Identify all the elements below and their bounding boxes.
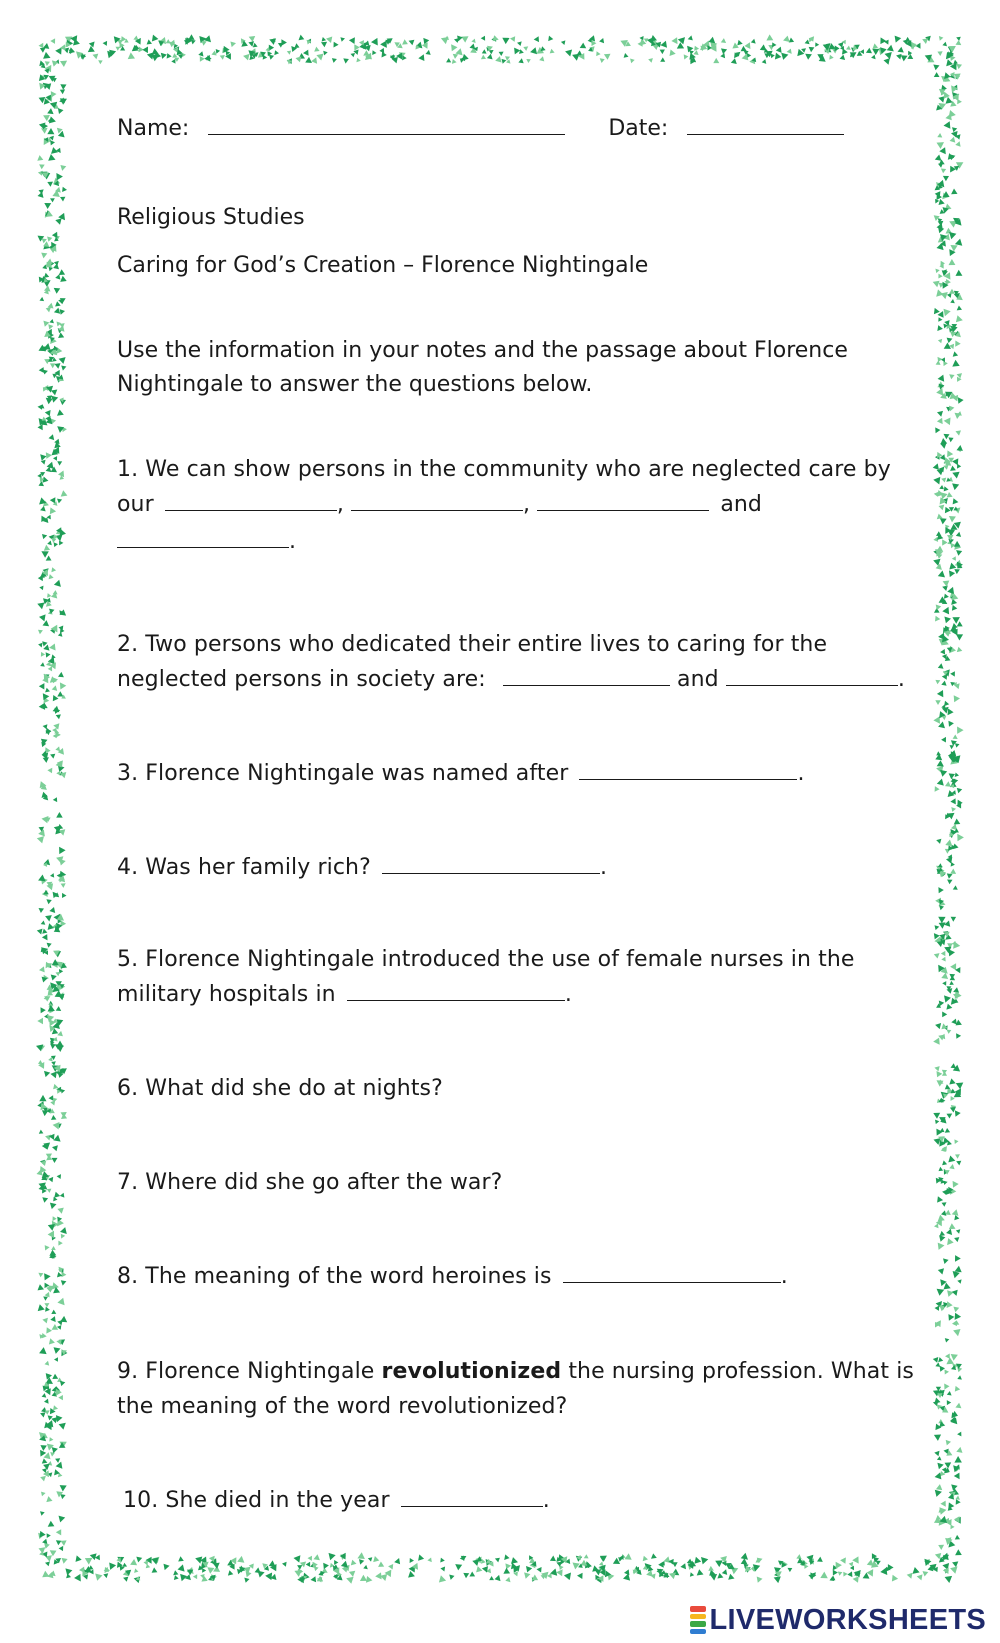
question-1-blanks: our , , and [117, 492, 763, 517]
answer-1c-field[interactable] [537, 490, 709, 511]
date-field[interactable] [687, 114, 844, 135]
answer-1b-field[interactable] [351, 490, 523, 511]
question-9-line-2: the meaning of the word revolutionized? [117, 1394, 568, 1419]
question-5-text: 5. Florence Nightingale introduced the use of female nurses in the [117, 947, 855, 972]
instructions-line-2: Nightingale to answer the questions below. [117, 372, 593, 397]
answer-5-field[interactable] [347, 980, 565, 1001]
answer-1d-field[interactable] [117, 527, 289, 548]
question-2-text: 2. Two persons who dedicated their entire lives to caring for the [117, 632, 828, 657]
question-3: 3. Florence Nightingale was named after . [117, 761, 805, 786]
question-8: 8. The meaning of the word heroines is . [117, 1264, 788, 1289]
question-9-text: 9. Florence Nightingale revolutionized the nursing profession. What is [117, 1359, 914, 1384]
question-5-blank: military hospitals in . [117, 982, 572, 1007]
question-10: 10. She died in the year . [123, 1488, 550, 1513]
instructions-line-1: Use the information in your notes and the passage about Florence [117, 338, 848, 363]
question-7: 7. Where did she go after the war? [117, 1170, 503, 1195]
logo-text: LIVEWORKSHEETS [709, 1603, 986, 1636]
name-label: Name: [117, 116, 190, 141]
name-date-line [117, 112, 844, 146]
answer-10-field[interactable] [401, 1486, 543, 1507]
question-2-blanks: neglected persons in society are: and . [117, 667, 905, 692]
answer-4-field[interactable] [382, 853, 600, 874]
question-4: 4. Was her family rich? . [117, 855, 608, 880]
answer-2a-field[interactable] [503, 665, 670, 686]
answer-3-field[interactable] [579, 759, 797, 780]
keyword-revolutionized: revolutionized [381, 1359, 562, 1384]
answer-1a-field[interactable] [165, 490, 337, 511]
name-field[interactable] [208, 114, 565, 135]
answer-8-field[interactable] [563, 1262, 781, 1283]
question-1-last-blank: . [117, 525, 296, 559]
question-1-text: 1. We can show persons in the community who are neglected care by [117, 457, 891, 482]
question-6: 6. What did she do at nights? [117, 1076, 443, 1101]
topic-title: Caring for God’s Creation – Florence Nightingale [117, 253, 649, 278]
date-label: Date: [608, 116, 669, 141]
logo-mark-icon [690, 1606, 706, 1634]
liveworksheets-logo[interactable] [690, 1603, 987, 1637]
subject-title: Religious Studies [117, 205, 305, 230]
answer-2b-field[interactable] [726, 665, 898, 686]
